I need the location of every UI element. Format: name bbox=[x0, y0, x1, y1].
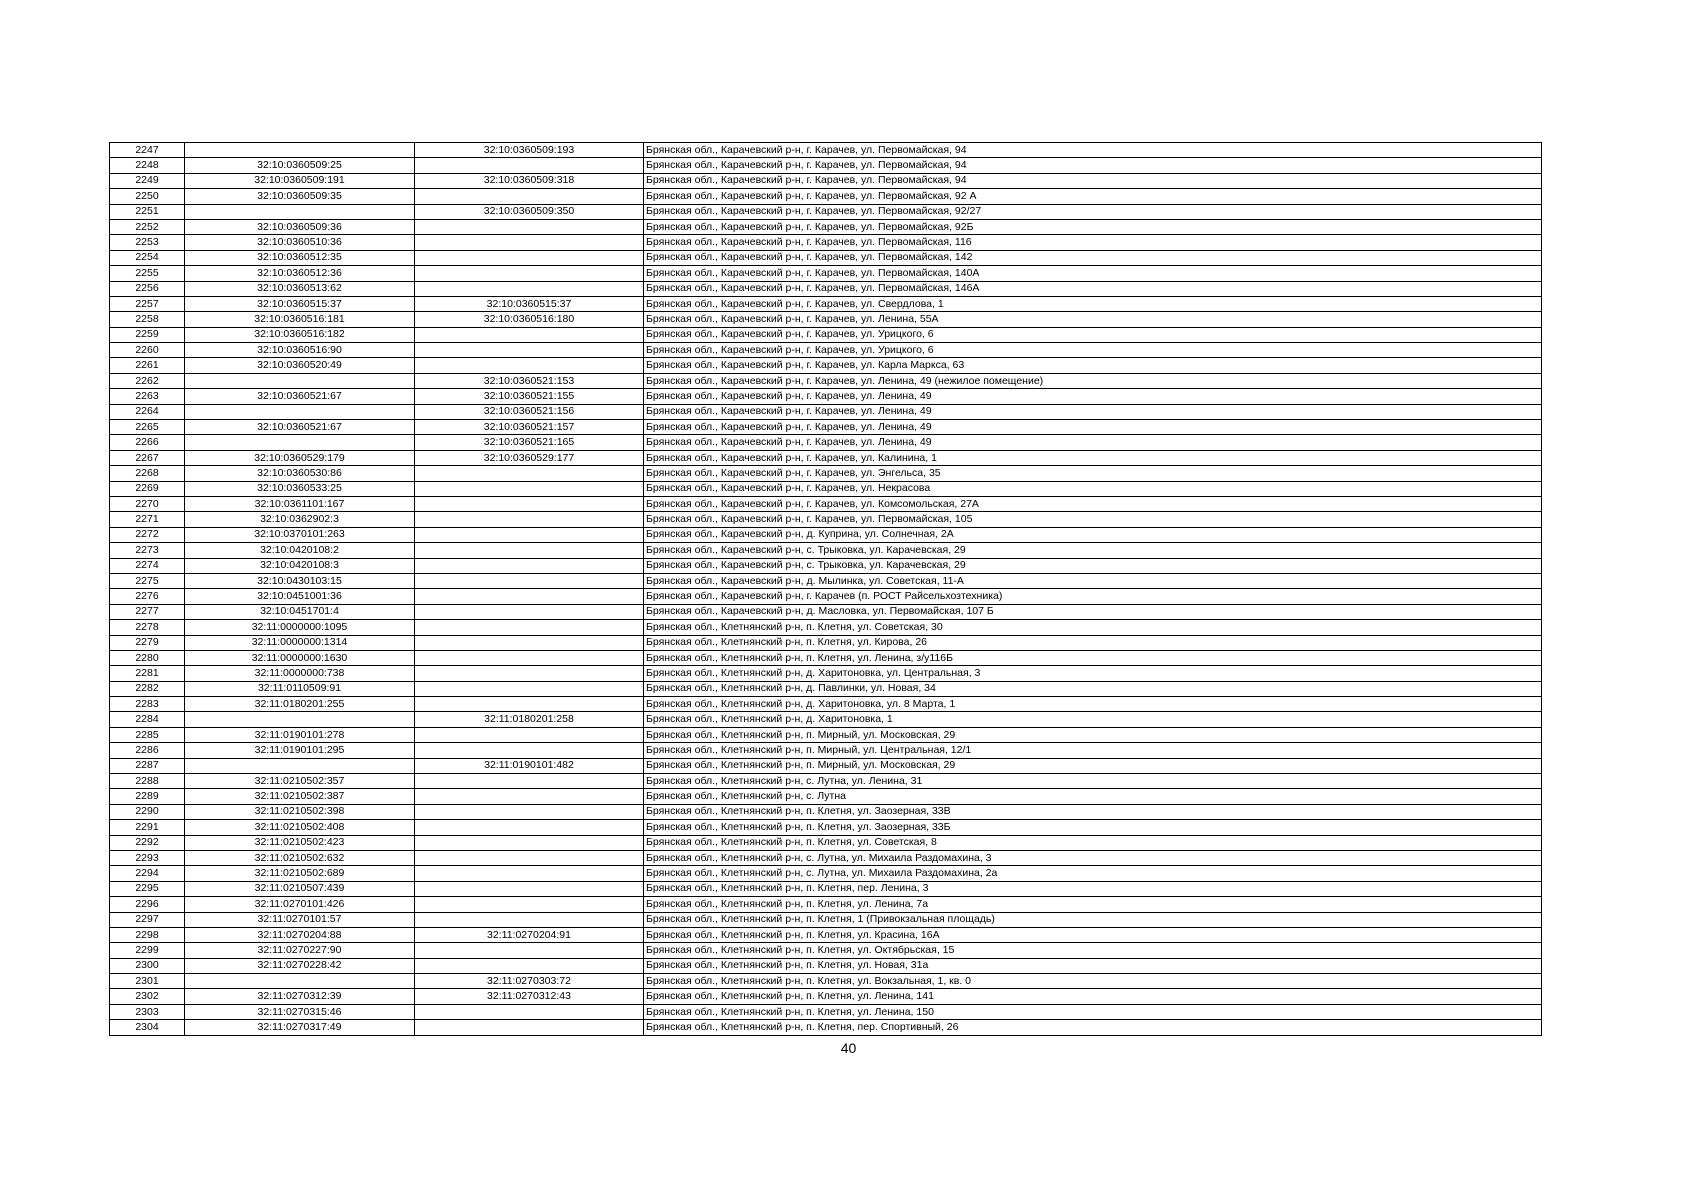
row-number-cell: 2268 bbox=[110, 466, 185, 481]
related-cadastral-number-cell bbox=[415, 804, 644, 819]
table-row bbox=[110, 173, 1542, 188]
cadastral-number-cell: 32:11:0270101:57 bbox=[185, 912, 415, 927]
row-number-cell: 2285 bbox=[110, 727, 185, 742]
related-cadastral-number-cell bbox=[415, 743, 644, 758]
table-row bbox=[110, 881, 1542, 896]
address-cell: Брянская обл., Клетнянский р-н, д. Харитоновка, ул. Центральная, 3 bbox=[644, 666, 1542, 681]
related-cadastral-number-cell: 32:10:0360509:318 bbox=[415, 173, 644, 188]
cadastral-number-cell: 32:10:0420108:3 bbox=[185, 558, 415, 573]
table-row bbox=[110, 296, 1542, 311]
cadastral-number-cell: 32:10:0430103:15 bbox=[185, 573, 415, 588]
address-cell: Брянская обл., Клетнянский р-н, п. Клетня, ул. Красина, 16А bbox=[644, 927, 1542, 942]
cadastral-number-cell: 32:10:0360509:191 bbox=[185, 173, 415, 188]
table-row bbox=[110, 219, 1542, 234]
address-cell: Брянская обл., Карачевский р-н, г. Карачев, ул. Первомайская, 94 bbox=[644, 143, 1542, 158]
table-row bbox=[110, 727, 1542, 742]
cadastral-number-cell: 32:10:0362902:3 bbox=[185, 512, 415, 527]
row-number-cell: 2280 bbox=[110, 650, 185, 665]
address-cell: Брянская обл., Карачевский р-н, г. Карачев, ул. Первомайская, 92Б bbox=[644, 219, 1542, 234]
address-cell: Брянская обл., Карачевский р-н, с. Трыковка, ул. Карачевская, 29 bbox=[644, 558, 1542, 573]
related-cadastral-number-cell: 32:11:0190101:482 bbox=[415, 758, 644, 773]
related-cadastral-number-cell: 32:10:0360521:165 bbox=[415, 435, 644, 450]
related-cadastral-number-cell bbox=[415, 543, 644, 558]
address-cell: Брянская обл., Карачевский р-н, д. Куприна, ул. Солнечная, 2А bbox=[644, 527, 1542, 542]
row-number-cell: 2258 bbox=[110, 312, 185, 327]
table-row bbox=[110, 204, 1542, 219]
address-cell: Брянская обл., Клетнянский р-н, п. Клетня, ул. Заозерная, 33В bbox=[644, 804, 1542, 819]
related-cadastral-number-cell: 32:11:0180201:258 bbox=[415, 712, 644, 727]
table-row bbox=[110, 343, 1542, 358]
cadastral-number-cell: 32:11:0270204:88 bbox=[185, 927, 415, 942]
table-row bbox=[110, 789, 1542, 804]
address-cell: Брянская обл., Карачевский р-н, с. Трыковка, ул. Карачевская, 29 bbox=[644, 543, 1542, 558]
related-cadastral-number-cell: 32:10:0360515:37 bbox=[415, 296, 644, 311]
address-cell: Брянская обл., Карачевский р-н, г. Карачев (п. РОСТ Райсельхозтехника) bbox=[644, 589, 1542, 604]
row-number-cell: 2292 bbox=[110, 835, 185, 850]
cadastral-number-cell: 32:11:0000000:1314 bbox=[185, 635, 415, 650]
address-cell: Брянская обл., Карачевский р-н, г. Карачев, ул. Калинина, 1 bbox=[644, 450, 1542, 465]
related-cadastral-number-cell: 32:10:0360516:180 bbox=[415, 312, 644, 327]
row-number-cell: 2296 bbox=[110, 897, 185, 912]
cadastral-number-cell: 32:10:0360513:62 bbox=[185, 281, 415, 296]
address-cell: Брянская обл., Карачевский р-н, г. Карачев, ул. Первомайская, 142 bbox=[644, 250, 1542, 265]
related-cadastral-number-cell bbox=[415, 897, 644, 912]
row-number-cell: 2255 bbox=[110, 266, 185, 281]
table-row bbox=[110, 143, 1542, 158]
row-number-cell: 2295 bbox=[110, 881, 185, 896]
related-cadastral-number-cell: 32:11:0270204:91 bbox=[415, 927, 644, 942]
cadastral-number-cell: 32:11:0270101:426 bbox=[185, 897, 415, 912]
address-cell: Брянская обл., Клетнянский р-н, п. Клетня, 1 (Привокзальная площадь) bbox=[644, 912, 1542, 927]
cadastral-number-cell: 32:11:0000000:1095 bbox=[185, 620, 415, 635]
related-cadastral-number-cell bbox=[415, 466, 644, 481]
address-cell: Брянская обл., Карачевский р-н, г. Карачев, ул. Первомайская, 92 А bbox=[644, 189, 1542, 204]
table-row bbox=[110, 820, 1542, 835]
row-number-cell: 2303 bbox=[110, 1004, 185, 1019]
row-number-cell: 2270 bbox=[110, 496, 185, 511]
related-cadastral-number-cell bbox=[415, 650, 644, 665]
table-row bbox=[110, 358, 1542, 373]
related-cadastral-number-cell bbox=[415, 250, 644, 265]
cadastral-number-cell: 32:10:0370101:263 bbox=[185, 527, 415, 542]
table-row bbox=[110, 543, 1542, 558]
table-row bbox=[110, 450, 1542, 465]
table-row bbox=[110, 697, 1542, 712]
address-cell: Брянская обл., Клетнянский р-н, п. Клетня, ул. Заозерная, 33Б bbox=[644, 820, 1542, 835]
related-cadastral-number-cell bbox=[415, 558, 644, 573]
cadastral-number-cell bbox=[185, 204, 415, 219]
cadastral-number-cell: 32:10:0451001:36 bbox=[185, 589, 415, 604]
cadastral-number-cell: 32:10:0360529:179 bbox=[185, 450, 415, 465]
cadastral-number-cell bbox=[185, 712, 415, 727]
row-number-cell: 2248 bbox=[110, 158, 185, 173]
row-number-cell: 2282 bbox=[110, 681, 185, 696]
row-number-cell: 2283 bbox=[110, 697, 185, 712]
cadastral-number-cell: 32:10:0360521:67 bbox=[185, 420, 415, 435]
row-number-cell: 2252 bbox=[110, 219, 185, 234]
related-cadastral-number-cell: 32:11:0270303:72 bbox=[415, 974, 644, 989]
table-row bbox=[110, 1004, 1542, 1019]
row-number-cell: 2259 bbox=[110, 327, 185, 342]
address-cell: Брянская обл., Карачевский р-н, г. Карачев, ул. Ленина, 49 (нежилое помещение) bbox=[644, 373, 1542, 388]
table-row bbox=[110, 850, 1542, 865]
table-row bbox=[110, 158, 1542, 173]
related-cadastral-number-cell bbox=[415, 850, 644, 865]
row-number-cell: 2300 bbox=[110, 958, 185, 973]
cadastral-number-cell: 32:11:0270228:42 bbox=[185, 958, 415, 973]
row-number-cell: 2301 bbox=[110, 974, 185, 989]
related-cadastral-number-cell bbox=[415, 958, 644, 973]
property-table bbox=[109, 142, 1542, 1036]
cadastral-number-cell bbox=[185, 435, 415, 450]
row-number-cell: 2247 bbox=[110, 143, 185, 158]
table-row bbox=[110, 312, 1542, 327]
cadastral-number-cell: 32:10:0360521:67 bbox=[185, 389, 415, 404]
address-cell: Брянская обл., Клетнянский р-н, с. Лутна, ул. Михаила Раздомахина, 3 bbox=[644, 850, 1542, 865]
related-cadastral-number-cell bbox=[415, 681, 644, 696]
row-number-cell: 2275 bbox=[110, 573, 185, 588]
address-cell: Брянская обл., Клетнянский р-н, д. Харитоновка, 1 bbox=[644, 712, 1542, 727]
address-cell: Брянская обл., Клетнянский р-н, п. Мирный, ул. Центральная, 12/1 bbox=[644, 743, 1542, 758]
cadastral-number-cell: 32:10:0360512:35 bbox=[185, 250, 415, 265]
related-cadastral-number-cell bbox=[415, 666, 644, 681]
related-cadastral-number-cell bbox=[415, 189, 644, 204]
row-number-cell: 2302 bbox=[110, 989, 185, 1004]
row-number-cell: 2291 bbox=[110, 820, 185, 835]
cadastral-number-cell: 32:11:0000000:1630 bbox=[185, 650, 415, 665]
related-cadastral-number-cell bbox=[415, 835, 644, 850]
address-cell: Брянская обл., Клетнянский р-н, с. Лутна bbox=[644, 789, 1542, 804]
row-number-cell: 2273 bbox=[110, 543, 185, 558]
table-row bbox=[110, 927, 1542, 942]
table-row bbox=[110, 635, 1542, 650]
address-cell: Брянская обл., Карачевский р-н, г. Карачев, ул. Первомайская, 105 bbox=[644, 512, 1542, 527]
related-cadastral-number-cell bbox=[415, 604, 644, 619]
cadastral-number-cell: 32:11:0210502:408 bbox=[185, 820, 415, 835]
address-cell: Брянская обл., Карачевский р-н, д. Мылинка, ул. Советская, 11-А bbox=[644, 573, 1542, 588]
row-number-cell: 2249 bbox=[110, 173, 185, 188]
address-cell: Брянская обл., Карачевский р-н, г. Карачев, ул. Ленина, 55А bbox=[644, 312, 1542, 327]
row-number-cell: 2253 bbox=[110, 235, 185, 250]
address-cell: Брянская обл., Клетнянский р-н, п. Клетня, пер. Ленина, 3 bbox=[644, 881, 1542, 896]
cadastral-number-cell: 32:11:0210502:423 bbox=[185, 835, 415, 850]
table-row bbox=[110, 496, 1542, 511]
address-cell: Брянская обл., Клетнянский р-н, п. Клетня, ул. Ленина, 150 bbox=[644, 1004, 1542, 1019]
address-cell: Брянская обл., Карачевский р-н, г. Карачев, ул. Первомайская, 94 bbox=[644, 173, 1542, 188]
related-cadastral-number-cell bbox=[415, 358, 644, 373]
cadastral-number-cell bbox=[185, 974, 415, 989]
table-row bbox=[110, 758, 1542, 773]
row-number-cell: 2256 bbox=[110, 281, 185, 296]
cadastral-number-cell: 32:11:0210502:632 bbox=[185, 850, 415, 865]
table-body bbox=[110, 143, 1542, 1036]
cadastral-number-cell: 32:10:0360509:36 bbox=[185, 219, 415, 234]
cadastral-number-cell: 32:10:0360516:90 bbox=[185, 343, 415, 358]
related-cadastral-number-cell bbox=[415, 620, 644, 635]
related-cadastral-number-cell: 32:10:0360521:157 bbox=[415, 420, 644, 435]
row-number-cell: 2290 bbox=[110, 804, 185, 819]
related-cadastral-number-cell bbox=[415, 496, 644, 511]
related-cadastral-number-cell bbox=[415, 589, 644, 604]
cadastral-number-cell: 32:11:0270312:39 bbox=[185, 989, 415, 1004]
cadastral-number-cell: 32:10:0360520:49 bbox=[185, 358, 415, 373]
cadastral-number-cell: 32:10:0360530:86 bbox=[185, 466, 415, 481]
address-cell: Брянская обл., Карачевский р-н, г. Карачев, ул. Урицкого, 6 bbox=[644, 327, 1542, 342]
table-row bbox=[110, 558, 1542, 573]
related-cadastral-number-cell bbox=[415, 235, 644, 250]
row-number-cell: 2271 bbox=[110, 512, 185, 527]
cadastral-number-cell: 32:11:0270227:90 bbox=[185, 943, 415, 958]
cadastral-number-cell: 32:11:0210502:387 bbox=[185, 789, 415, 804]
address-cell: Брянская обл., Клетнянский р-н, п. Клетня, ул. Новая, 31а bbox=[644, 958, 1542, 973]
address-cell: Брянская обл., Клетнянский р-н, д. Харитоновка, ул. 8 Марта, 1 bbox=[644, 697, 1542, 712]
table-row bbox=[110, 512, 1542, 527]
cadastral-number-cell: 32:11:0000000:738 bbox=[185, 666, 415, 681]
related-cadastral-number-cell bbox=[415, 481, 644, 496]
cadastral-number-cell: 32:11:0180201:255 bbox=[185, 697, 415, 712]
cadastral-number-cell: 32:11:0210502:398 bbox=[185, 804, 415, 819]
row-number-cell: 2250 bbox=[110, 189, 185, 204]
related-cadastral-number-cell bbox=[415, 943, 644, 958]
cadastral-number-cell: 32:10:0360509:25 bbox=[185, 158, 415, 173]
table-row bbox=[110, 420, 1542, 435]
related-cadastral-number-cell bbox=[415, 158, 644, 173]
related-cadastral-number-cell: 32:10:0360509:193 bbox=[415, 143, 644, 158]
address-cell: Брянская обл., Клетнянский р-н, п. Клетня, ул. Октябрьская, 15 bbox=[644, 943, 1542, 958]
related-cadastral-number-cell: 32:10:0360509:350 bbox=[415, 204, 644, 219]
table-row bbox=[110, 743, 1542, 758]
address-cell: Брянская обл., Карачевский р-н, г. Карачев, ул. Свердлова, 1 bbox=[644, 296, 1542, 311]
related-cadastral-number-cell bbox=[415, 774, 644, 789]
row-number-cell: 2304 bbox=[110, 1020, 185, 1035]
related-cadastral-number-cell bbox=[415, 912, 644, 927]
related-cadastral-number-cell bbox=[415, 635, 644, 650]
address-cell: Брянская обл., Карачевский р-н, г. Карачев, ул. Ленина, 49 bbox=[644, 389, 1542, 404]
table-row bbox=[110, 1020, 1542, 1035]
row-number-cell: 2264 bbox=[110, 404, 185, 419]
row-number-cell: 2266 bbox=[110, 435, 185, 450]
related-cadastral-number-cell: 32:10:0360521:155 bbox=[415, 389, 644, 404]
table-row bbox=[110, 620, 1542, 635]
table-row bbox=[110, 327, 1542, 342]
cadastral-number-cell: 32:10:0360509:35 bbox=[185, 189, 415, 204]
row-number-cell: 2272 bbox=[110, 527, 185, 542]
table-row bbox=[110, 604, 1542, 619]
table-row bbox=[110, 866, 1542, 881]
row-number-cell: 2289 bbox=[110, 789, 185, 804]
related-cadastral-number-cell: 32:11:0270312:43 bbox=[415, 989, 644, 1004]
table-row bbox=[110, 404, 1542, 419]
table-row bbox=[110, 774, 1542, 789]
table-row bbox=[110, 650, 1542, 665]
row-number-cell: 2287 bbox=[110, 758, 185, 773]
table-row bbox=[110, 943, 1542, 958]
address-cell: Брянская обл., Клетнянский р-н, п. Клетня, ул. Ленина, 7а bbox=[644, 897, 1542, 912]
table-row bbox=[110, 835, 1542, 850]
row-number-cell: 2298 bbox=[110, 927, 185, 942]
table-row bbox=[110, 589, 1542, 604]
cadastral-number-cell: 32:11:0190101:295 bbox=[185, 743, 415, 758]
table-row bbox=[110, 281, 1542, 296]
address-cell: Брянская обл., Клетнянский р-н, с. Лутна, ул. Ленина, 31 bbox=[644, 774, 1542, 789]
address-cell: Брянская обл., Карачевский р-н, г. Карачев, ул. Карла Маркса, 63 bbox=[644, 358, 1542, 373]
row-number-cell: 2262 bbox=[110, 373, 185, 388]
address-cell: Брянская обл., Клетнянский р-н, п. Клетня, ул. Ленина, 141 bbox=[644, 989, 1542, 1004]
cadastral-number-cell: 32:10:0360510:36 bbox=[185, 235, 415, 250]
related-cadastral-number-cell bbox=[415, 820, 644, 835]
row-number-cell: 2297 bbox=[110, 912, 185, 927]
row-number-cell: 2276 bbox=[110, 589, 185, 604]
address-cell: Брянская обл., Клетнянский р-н, д. Павлинки, ул. Новая, 34 bbox=[644, 681, 1542, 696]
row-number-cell: 2257 bbox=[110, 296, 185, 311]
related-cadastral-number-cell: 32:10:0360521:156 bbox=[415, 404, 644, 419]
related-cadastral-number-cell bbox=[415, 881, 644, 896]
row-number-cell: 2299 bbox=[110, 943, 185, 958]
address-cell: Брянская обл., Карачевский р-н, д. Масловка, ул. Первомайская, 107 Б bbox=[644, 604, 1542, 619]
related-cadastral-number-cell bbox=[415, 789, 644, 804]
address-cell: Брянская обл., Карачевский р-н, г. Карачев, ул. Первомайская, 146А bbox=[644, 281, 1542, 296]
cadastral-number-cell: 32:11:0270315:46 bbox=[185, 1004, 415, 1019]
table-row bbox=[110, 250, 1542, 265]
address-cell: Брянская обл., Карачевский р-н, г. Карачев, ул. Энгельса, 35 bbox=[644, 466, 1542, 481]
row-number-cell: 2281 bbox=[110, 666, 185, 681]
cadastral-number-cell: 32:11:0210502:357 bbox=[185, 774, 415, 789]
address-cell: Брянская обл., Клетнянский р-н, п. Клетня, ул. Советская, 8 bbox=[644, 835, 1542, 850]
cadastral-number-cell bbox=[185, 758, 415, 773]
table-row bbox=[110, 466, 1542, 481]
related-cadastral-number-cell: 32:10:0360521:153 bbox=[415, 373, 644, 388]
related-cadastral-number-cell bbox=[415, 219, 644, 234]
table-row bbox=[110, 481, 1542, 496]
cadastral-number-cell: 32:10:0360515:37 bbox=[185, 296, 415, 311]
cadastral-number-cell: 32:10:0451701:4 bbox=[185, 604, 415, 619]
row-number-cell: 2288 bbox=[110, 774, 185, 789]
related-cadastral-number-cell bbox=[415, 697, 644, 712]
cadastral-number-cell: 32:11:0270317:49 bbox=[185, 1020, 415, 1035]
table-row bbox=[110, 958, 1542, 973]
cadastral-number-cell bbox=[185, 143, 415, 158]
address-cell: Брянская обл., Карачевский р-н, г. Карачев, ул. Первомайская, 116 bbox=[644, 235, 1542, 250]
table-row bbox=[110, 666, 1542, 681]
cadastral-number-cell: 32:11:0210507:439 bbox=[185, 881, 415, 896]
row-number-cell: 2274 bbox=[110, 558, 185, 573]
address-cell: Брянская обл., Карачевский р-н, г. Карачев, ул. Ленина, 49 bbox=[644, 404, 1542, 419]
address-cell: Брянская обл., Клетнянский р-н, п. Мирный, ул. Московская, 29 bbox=[644, 727, 1542, 742]
address-cell: Брянская обл., Клетнянский р-н, п. Клетня, ул. Вокзальная, 1, кв. 0 bbox=[644, 974, 1542, 989]
row-number-cell: 2251 bbox=[110, 204, 185, 219]
address-cell: Брянская обл., Клетнянский р-н, с. Лутна, ул. Михаила Раздомахина, 2а bbox=[644, 866, 1542, 881]
table-row bbox=[110, 266, 1542, 281]
related-cadastral-number-cell bbox=[415, 573, 644, 588]
related-cadastral-number-cell: 32:10:0360529:177 bbox=[415, 450, 644, 465]
related-cadastral-number-cell bbox=[415, 327, 644, 342]
related-cadastral-number-cell bbox=[415, 343, 644, 358]
table-row bbox=[110, 573, 1542, 588]
address-cell: Брянская обл., Карачевский р-н, г. Карачев, ул. Первомайская, 94 bbox=[644, 158, 1542, 173]
row-number-cell: 2263 bbox=[110, 389, 185, 404]
address-cell: Брянская обл., Карачевский р-н, г. Карачев, ул. Ленина, 49 bbox=[644, 420, 1542, 435]
cadastral-number-cell: 32:11:0110509:91 bbox=[185, 681, 415, 696]
row-number-cell: 2284 bbox=[110, 712, 185, 727]
table-row bbox=[110, 989, 1542, 1004]
address-cell: Брянская обл., Карачевский р-н, г. Карачев, ул. Некрасова bbox=[644, 481, 1542, 496]
table-row bbox=[110, 527, 1542, 542]
row-number-cell: 2254 bbox=[110, 250, 185, 265]
cadastral-number-cell: 32:10:0360533:25 bbox=[185, 481, 415, 496]
related-cadastral-number-cell bbox=[415, 527, 644, 542]
address-cell: Брянская обл., Карачевский р-н, г. Карачев, ул. Первомайская, 92/27 bbox=[644, 204, 1542, 219]
row-number-cell: 2286 bbox=[110, 743, 185, 758]
cadastral-number-cell bbox=[185, 404, 415, 419]
row-number-cell: 2278 bbox=[110, 620, 185, 635]
address-cell: Брянская обл., Клетнянский р-н, п. Клетня, пер. Спортивный, 26 bbox=[644, 1020, 1542, 1035]
table-row bbox=[110, 912, 1542, 927]
address-cell: Брянская обл., Карачевский р-н, г. Карачев, ул. Ленина, 49 bbox=[644, 435, 1542, 450]
row-number-cell: 2293 bbox=[110, 850, 185, 865]
address-cell: Брянская обл., Карачевский р-н, г. Карачев, ул. Первомайская, 140А bbox=[644, 266, 1542, 281]
cadastral-number-cell: 32:10:0420108:2 bbox=[185, 543, 415, 558]
table-row bbox=[110, 189, 1542, 204]
row-number-cell: 2279 bbox=[110, 635, 185, 650]
row-number-cell: 2277 bbox=[110, 604, 185, 619]
cadastral-number-cell: 32:11:0210502:689 bbox=[185, 866, 415, 881]
related-cadastral-number-cell bbox=[415, 727, 644, 742]
cadastral-number-cell: 32:10:0360516:181 bbox=[185, 312, 415, 327]
address-cell: Брянская обл., Карачевский р-н, г. Карачев, ул. Урицкого, 6 bbox=[644, 343, 1542, 358]
related-cadastral-number-cell bbox=[415, 1004, 644, 1019]
table-row bbox=[110, 681, 1542, 696]
table-row bbox=[110, 235, 1542, 250]
address-cell: Брянская обл., Карачевский р-н, г. Карачев, ул. Комсомольская, 27А bbox=[644, 496, 1542, 511]
table-row bbox=[110, 897, 1542, 912]
cadastral-number-cell bbox=[185, 373, 415, 388]
address-cell: Брянская обл., Клетнянский р-н, п. Клетня, ул. Кирова, 26 bbox=[644, 635, 1542, 650]
table-row bbox=[110, 804, 1542, 819]
table-row bbox=[110, 373, 1542, 388]
related-cadastral-number-cell bbox=[415, 1020, 644, 1035]
address-cell: Брянская обл., Клетнянский р-н, п. Мирный, ул. Московская, 29 bbox=[644, 758, 1542, 773]
page-number: 40 bbox=[840, 1040, 857, 1056]
address-cell: Брянская обл., Клетнянский р-н, п. Клетня, ул. Советская, 30 bbox=[644, 620, 1542, 635]
row-number-cell: 2260 bbox=[110, 343, 185, 358]
cadastral-number-cell: 32:11:0190101:278 bbox=[185, 727, 415, 742]
table-row bbox=[110, 389, 1542, 404]
row-number-cell: 2267 bbox=[110, 450, 185, 465]
cadastral-number-cell: 32:10:0360516:182 bbox=[185, 327, 415, 342]
address-cell: Брянская обл., Клетнянский р-н, п. Клетня, ул. Ленина, з/у116Б bbox=[644, 650, 1542, 665]
cadastral-number-cell: 32:10:0361101:167 bbox=[185, 496, 415, 511]
table-row bbox=[110, 712, 1542, 727]
table-row bbox=[110, 974, 1542, 989]
related-cadastral-number-cell bbox=[415, 512, 644, 527]
related-cadastral-number-cell bbox=[415, 281, 644, 296]
cadastral-number-cell: 32:10:0360512:36 bbox=[185, 266, 415, 281]
related-cadastral-number-cell bbox=[415, 266, 644, 281]
table-row bbox=[110, 435, 1542, 450]
row-number-cell: 2261 bbox=[110, 358, 185, 373]
related-cadastral-number-cell bbox=[415, 866, 644, 881]
row-number-cell: 2294 bbox=[110, 866, 185, 881]
row-number-cell: 2265 bbox=[110, 420, 185, 435]
row-number-cell: 2269 bbox=[110, 481, 185, 496]
